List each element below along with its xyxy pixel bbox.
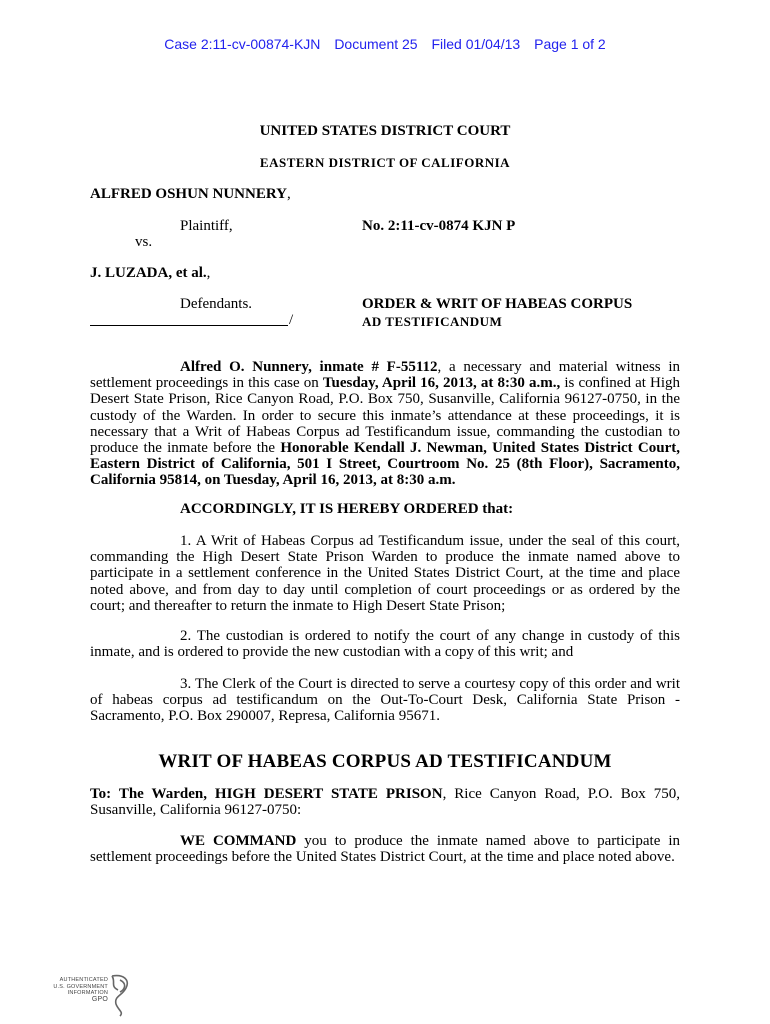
page-number: Page 1 of 2 xyxy=(534,36,606,52)
plaintiff-name: ALFRED OSHUN NUNNERY xyxy=(90,186,287,202)
seal-line-1: AUTHENTICATED xyxy=(59,977,108,983)
court-district: EASTERN DISTRICT OF CALIFORNIA xyxy=(259,155,511,170)
seal-text xyxy=(44,977,108,1003)
intro-text-2: is confined at High Desert State Prison, Rice Canyon Road, P.O. Box 750, Susanville, California 96127-0750, in the custody of the Warden. In order to secure this inmate’s attendance at these proceedings, it is necessary that a Writ of Habeas Corpus ad Testificandum issue, commanding the custodian to produce the inmate before the xyxy=(90,375,680,457)
defendants-label: Defendants. xyxy=(180,296,253,312)
intro-paragraph xyxy=(90,359,680,489)
court-location: Honorable Kendall J. Newman, United States District Court, Eastern District of California, 501 I Street, Courtroom No. 25 (8th Floor), Sacramento, California 95814, on Tuesday, April 16, 2013, at 8:30 a.m. xyxy=(90,440,680,489)
versus: vs. xyxy=(135,234,153,250)
writ-to-address: , Rice Canyon Road, P.O. Box 750, Susanville, California 96127-0750: xyxy=(90,786,680,819)
writ-command xyxy=(90,833,680,865)
proceeding-date: Tuesday, April 16, 2013, at 8:30 a.m., xyxy=(322,375,561,392)
defendant-name: J. LUZADA, et al. xyxy=(90,265,207,281)
plaintiff-label: Plaintiff, xyxy=(180,218,233,234)
writ-to-warden: To: The Warden, HIGH DESERT STATE PRISON xyxy=(90,786,443,802)
ordered-heading: ACCORDINGLY, IT IS HEREBY ORDERED that: xyxy=(180,501,514,517)
court-name: UNITED STATES DISTRICT COURT xyxy=(259,123,511,139)
defendant-name-line xyxy=(90,265,210,282)
we-command: WE COMMAND xyxy=(180,833,297,849)
writ-command-text: you to produce the inmate named above to participate in settlement proceedings before the United States District Court, at the time and place noted above. xyxy=(90,833,680,866)
order-title-line2: AD TESTIFICANDUM xyxy=(362,314,503,329)
plaintiff-comma: , xyxy=(287,186,291,202)
seal-line-3: INFORMATION xyxy=(67,990,108,997)
order-item-3 xyxy=(90,676,680,725)
plaintiff-name-line xyxy=(90,186,291,203)
inmate-name: Alfred O. Nunnery, inmate # F-55112 xyxy=(180,359,438,375)
caption-slash: / xyxy=(289,312,294,328)
case-header xyxy=(0,36,770,52)
case-number-header: Case 2:11-cv-00874-KJN xyxy=(164,36,321,52)
order-item-1 xyxy=(90,533,680,614)
intro-text-1: , a necessary and material witness in settlement proceedings in this case on xyxy=(90,359,681,392)
defendant-comma: , xyxy=(206,265,211,281)
filed-date: Filed 01/04/13 xyxy=(431,36,521,52)
order-item-2-text: 2. The custodian is ordered to notify the court of any change in custody of this inmate, and is ordered to provide the new custodian with a copy of this writ; and xyxy=(90,628,680,661)
order-item-2 xyxy=(90,628,680,660)
order-title-line1: ORDER & WRIT OF HABEAS CORPUS xyxy=(362,296,633,312)
caption-rule xyxy=(90,325,288,326)
writ-addressee xyxy=(90,786,680,818)
writ-title: WRIT OF HABEAS CORPUS AD TESTIFICANDUM xyxy=(158,751,612,772)
seal-line-2: U.S. GOVERNMENT xyxy=(53,983,108,990)
order-item-3-text: 3. The Clerk of the Court is directed to serve a courtesy copy of this order and writ of habeas corpus ad testificandum on the Out-To-Court Desk, California State Prison - Sacramento, P.O. Box 290007, Represa, California 95671. xyxy=(90,676,680,725)
case-number: No. 2:11-cv-0874 KJN P xyxy=(362,218,516,234)
document-number: Document 25 xyxy=(334,36,418,52)
order-item-1-text: 1. A Writ of Habeas Corpus ad Testificandum issue, under the seal of this court, commanding the High Desert State Prison Warden to produce the inmate named above to participate in a settlement conference in the United States District Court, at the time and place noted above, and from day to day until completion of court proceedings or as ordered by the court; and thereafter to return the inmate to High Desert State Prison; xyxy=(90,533,680,614)
eagle-icon xyxy=(112,976,127,1016)
seal-line-4: GPO xyxy=(91,995,108,1003)
